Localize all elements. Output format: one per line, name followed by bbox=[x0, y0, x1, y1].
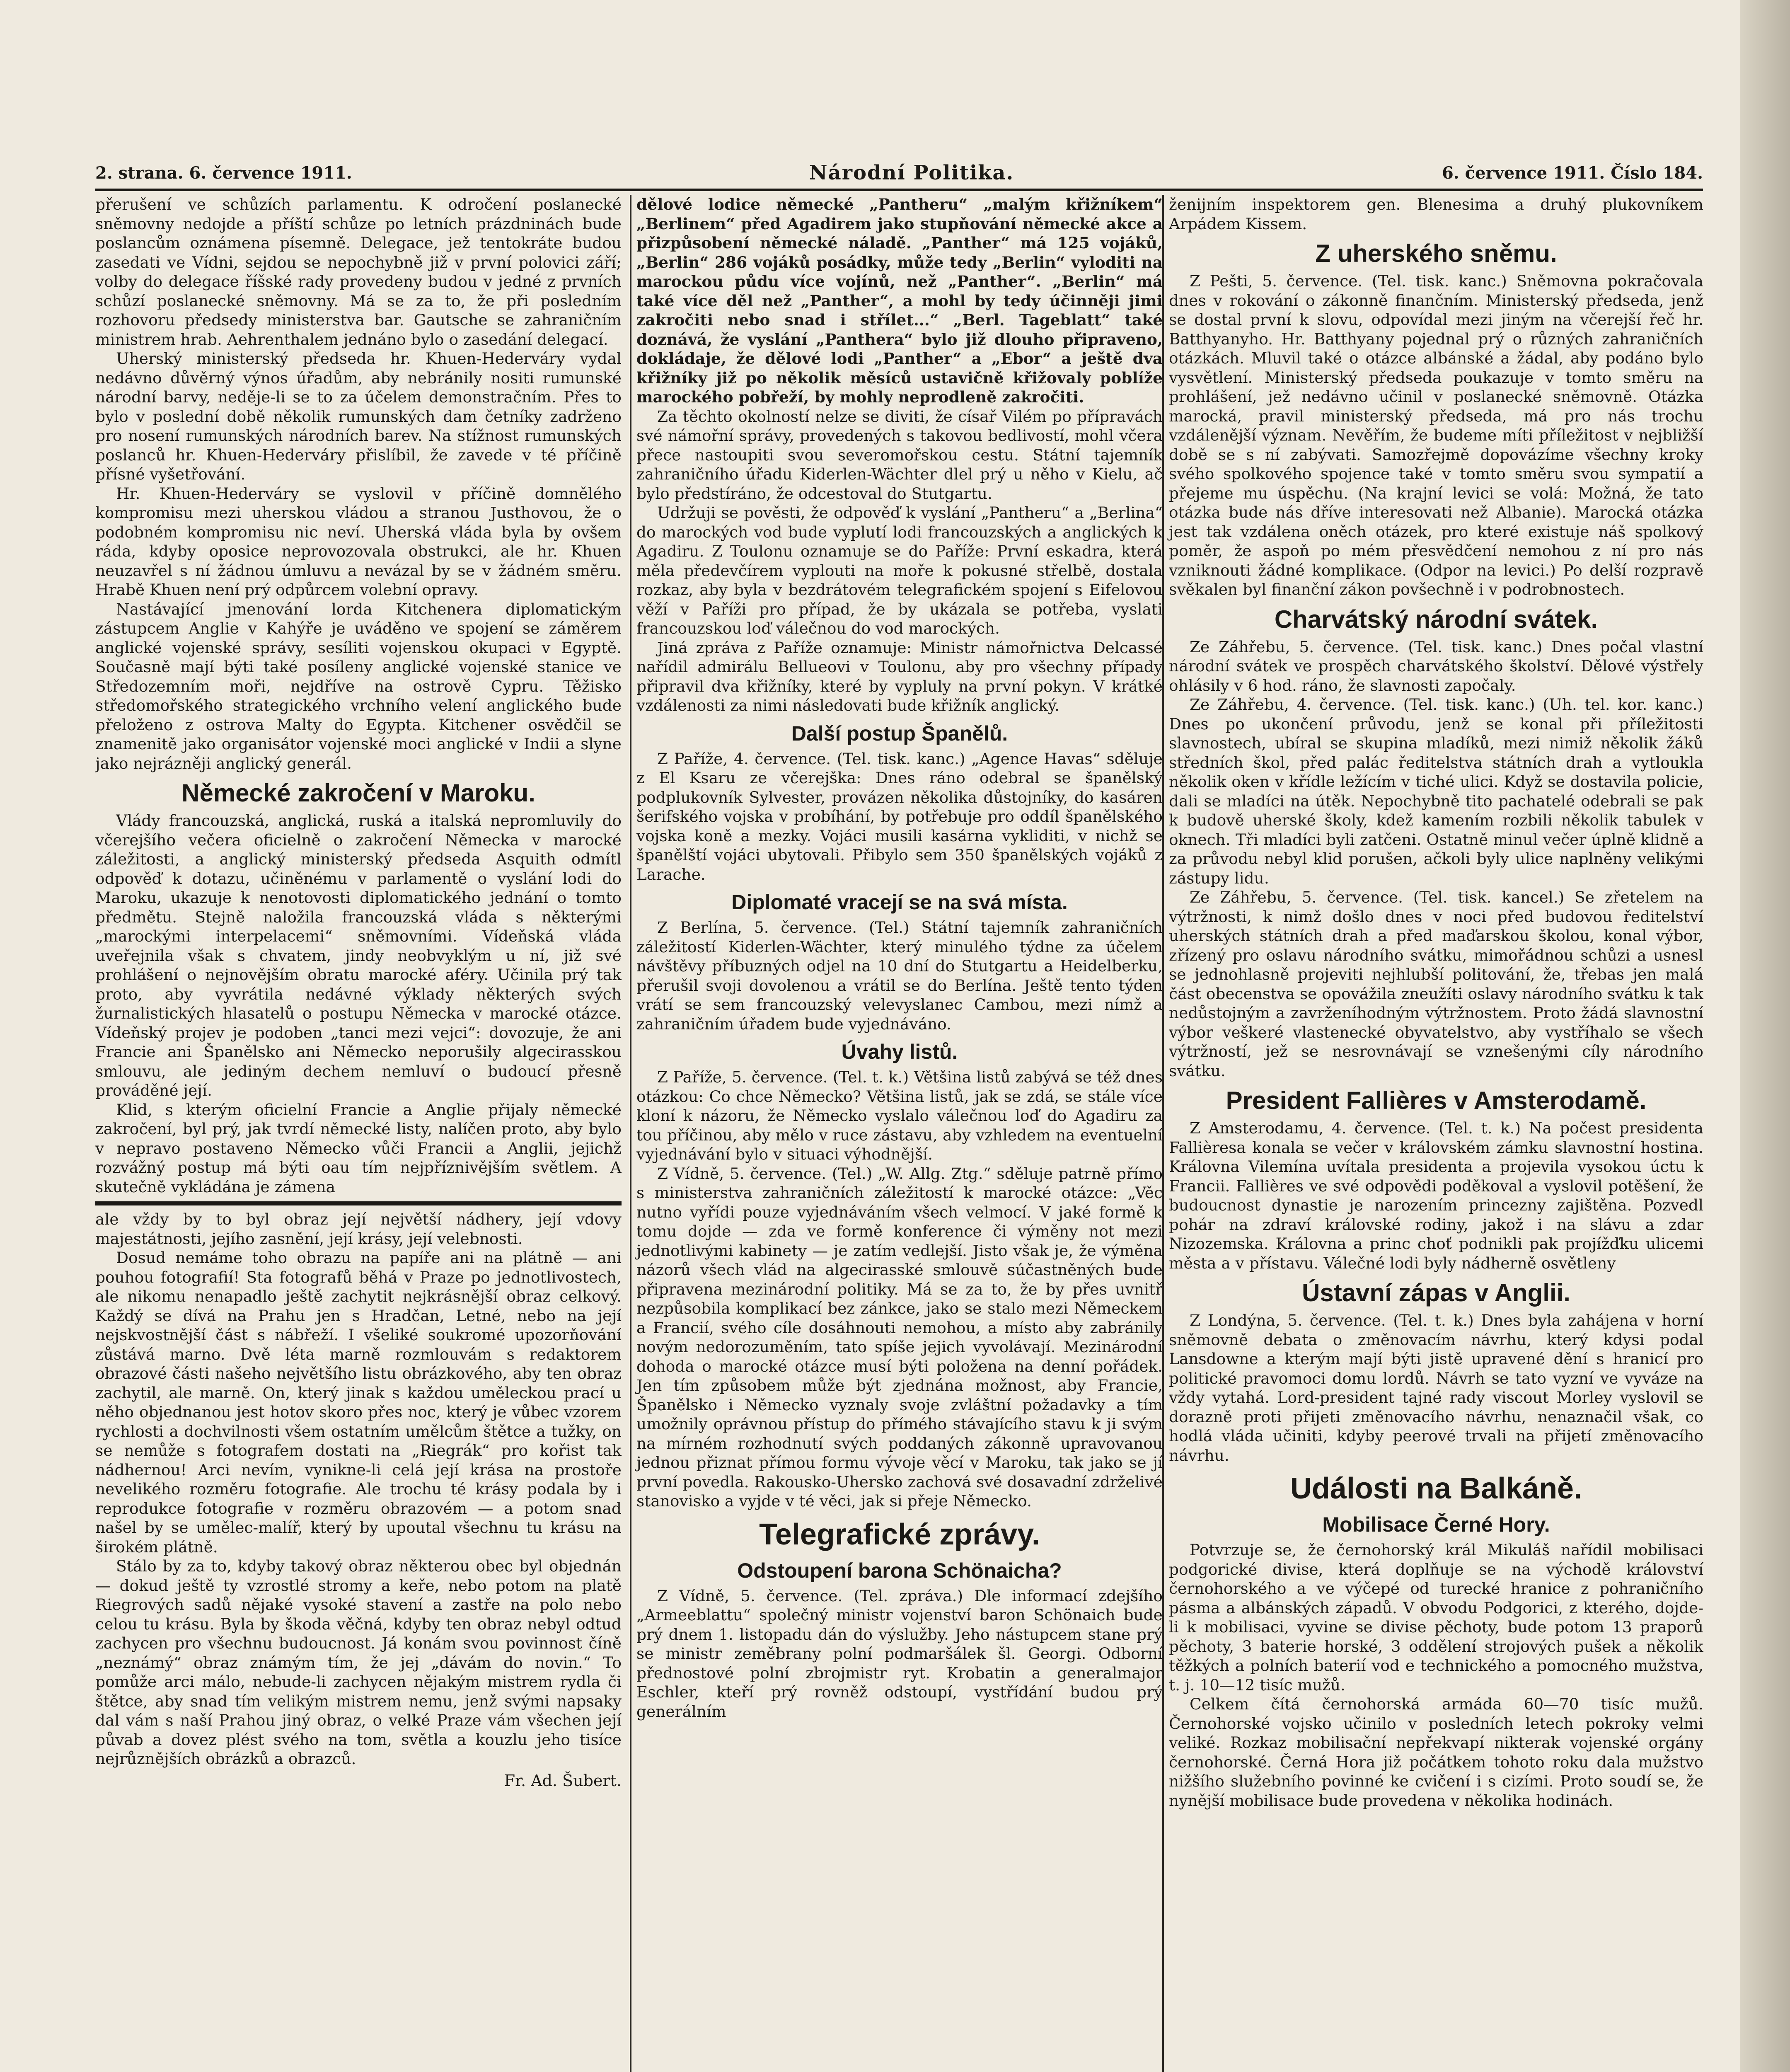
paragraph: ženijním inspektorem gen. Blenesimа a druhý plukovníkem Arpádem Kissem. bbox=[1169, 195, 1703, 233]
section-heading: Telegrafické zprávy. bbox=[759, 1518, 1040, 1551]
paragraph: Udržuji se pověsti, že odpověď k vyslání „Pantheru“ a „Berlina“ do marockých vod bude vyplutí lodi francouzských a anglických k Agadiru. Z Toulonu oznamuje se do Paříže: První eskadra, která měla předevčírem vyplouti na moře k pokusné střelbě, dostala rozkaz, aby byla v bezdrátovém telegrafickém spojení s Eifelovou věží v Paříži pro případ, že by ukázala se potřeba, vyslati francouzskou loď válečnou do vod marockých. bbox=[636, 503, 1163, 637]
paragraph: Ze Záhřebu, 5. července. (Tel. tisk. kancel.) Se zřetelem na výtržnosti, k nimž došlo dnes v noci před budovou ředitelství uherských státních drah a před maďarskou školou, konal výbor, zřízený pro oslavu národního svátku, mimořádnou schůzi a usnesl se jednohlasně projeviti nejhlubší politování, že, třebas jen malá část obecenstva se opovážila zneužíti oslavy národního svátku k tak nedůstojným a zavrženíhodným výtržnostem. Proto žádá slavnostní výbor veškeré vlastenecké obyvatelstvo, aby vystříhalo se všech výtržností, jež se nesrovnávají se vznešenými cíly národního svátku. bbox=[1169, 888, 1703, 1080]
article-heading: Mobilisace Černé Hory. bbox=[1322, 1513, 1550, 1536]
article-heading: Odstoupení barona Schönaicha? bbox=[737, 1559, 1062, 1582]
article-heading: Ústavní zápas v Anglii. bbox=[1302, 1279, 1570, 1307]
paragraph: Z Paříže, 5. července. (Tel. t. k.) Většina listů zabývá se též dnes otázkou: Co chce Německo? Většina listů, jak se zdá, se stále více kloní k názoru, že Německo vyslalo válečnou loď do Agadiru za tou příčinou, aby mělo v ruce zástavu, aby vzhledem na eventuelní vyjednávání bylo v situaci výhodnější. bbox=[636, 1068, 1163, 1163]
article-heading: Diplomaté vracejí se na svá místa. bbox=[731, 891, 1068, 914]
page-header bbox=[95, 151, 1703, 191]
article-heading: Úvahy listů. bbox=[841, 1040, 958, 1063]
paragraph: Stálo by za to, kdyby takový obraz některou obec byl objednán — dokud ještě ty vzrostlé stromy a keře, nebo potom na platě Riegrových sadů nějaké vysoké stavení a zastře na polo nebo celou tu krásu. Byla by škoda věčná, kdyby ten obraz nebyl odtud zachycen pro všechnu budoucnost. Já konám svou povinnost číně „neznámý“ obraz známým tím, že jej „dávám do novin.“ To pomůže arci málo, nebude-li zachycen nějakým mistrem rydla či štětce, aby snad tím velikým mistrem nemu, jenž svými napsaky dal vám s naší Prahou jiný obraz, o velké Praze vám všechen její půvab a dovez plést svého na tom, světla a kouzlu jeho tisíce nejrůznějších obrázků a obrazců. bbox=[95, 1557, 622, 1768]
paragraph: Za těchto okolností nelze se diviti, že císař Vilém po přípravách své námořní správy, provedených s takovou bedlivostí, mohl včera přece nastoupiti svou severomořskou cestu. Státní tajemník zahraničního úřadu Kiderlen-Wächter dlel prý u něho v Kielu, ač bylo předstíráno, že odcestoval do Stutgartu. bbox=[636, 407, 1163, 503]
header-left: 2. strana. 6. července 1911. bbox=[95, 163, 352, 183]
section-heading: Události na Balkáně. bbox=[1290, 1472, 1582, 1505]
paragraph: dělové lodice německé „Pantheru“ „malým křižníkem“ „Berlinem“ před Agadirem jako stupňování německé akce a přizpůsobení německé náladě. „Panther“ má 125 vojáků, „Berlin“ 286 vojáků posádky, může tedy „Berlin“ vyloditi na marockou půdu více vojínů, než „Panther“. „Berlin“ má také více děl než „Panther“, a mohl by tedy účinněji jimi zakročiti nebo snad i střílet...“ „Berl. Tageblatt“ také doznává, že vyslání „Panthera“ bylo již dlouho připraveno, dokládaje, že dělové lodi „Panther“ a „Ebor“ a ještě dva křižníky již po několik měsíců ustavičně křižovaly poblíže marockého pobřeží, by mohly neprodleně zakročiti. bbox=[636, 195, 1163, 406]
paragraph: Vlády francouzská, anglická, ruská a italská nepromluvily do včerejšího večera oficielně o zakročení Německa v marocké záležitosti, a anglický ministerský předseda Asquith odmítl odpověď k dotazu, učiněnému v parlamentě o vyslání lodi do Maroku, ukazuje k nenotovosti diplomatického jednání o tomto předmětu. Stejně naložila francouzská vláda s některými „marockými interpelacemi“ sněmovními. Vídeňská vláda uveřejnila však s chvatem, jindy neobvyklým u ní, již své prohlášení o nejnovějším obratu marocké aféry. Učinila prý tak proto, aby vyvrátila nedávné výklady některých svých žurnalistických hlasatelů o postupu Německa v marocké otázce. Vídeňský projev je podoben „tanci mezi vejci“: dovozuje, že ani Francie ani Španělsko ani Německo neporušily algecirasskou smlouvu, ale jediným dechem nemluví o budoucí přesně prováděné její. bbox=[95, 811, 622, 1099]
signature: Fr. Ad. Šubert. bbox=[504, 1771, 622, 1790]
article-heading: Německé zakročení v Maroku. bbox=[181, 779, 535, 807]
paragraph: Jiná zpráva z Paříže oznamuje: Ministr námořnictva Delcassé nařídil admirálu Bellueovi v Toulonu, aby pro všechny případy připravil dva křižníky, které by vypluly na první pokyn. V krátké vzdálenosti za nimi následovati bude křižník anglický. bbox=[636, 638, 1163, 714]
paragraph: Nastávající jmenování lorda Kitchenera diplomatickým zástupcem Anglie v Kahýře je uváděno ve spojení se záměrem anglické vojenské správy, sesíliti vojenskou okupaci v Egyptě. Současně mají býti také posíleny anglické vojenské stanice ve Středozemním moři, nejdříve na ostrově Cypru. Těžisko středomořského strategického vrchního velení anglického bude přeloženo z ostrova Malty do Egypta. Kitchener osvědčil se znamenitě jako organisátor vojenské moci anglické v Indii a slyne jako nejrázněji anglický generál. bbox=[95, 600, 622, 772]
column-3 bbox=[1162, 195, 1703, 2072]
paragraph: Z Paříže, 4. července. (Tel. tisk. kanc.) „Agence Havas“ sděluje z El Ksaru ze včerejška: Dnes ráno odebral se španělský podplukovník Sylvester, provázen několika důstojníky, do kasáren šerifského vojska v probíhání, by potřebuje pro oddíl španělského vojska koně a mezky. Vojáci musili kasárna vykliditi, v nichž se španělští vojáci ubytovali. Přibylo sem 350 španělských vojáků z Larache. bbox=[636, 749, 1163, 884]
article-heading: President Fallières v Amsterodamě. bbox=[1226, 1087, 1647, 1114]
paragraph: přerušení ve schůzích parlamentu. K odročení poslanecké sněmovny nedojde a příští schůze po letních prázdninách bude poslancům oznámena písemně. Delegace, jež tentokráte budou zasedati ve Vídni, sejdou se nepochybně již v první polovici září; volby do delegace říšské rady provedeny budou v jedné z prvních schůzí poslanecké sněmovny. Má se za to, že při posledním rozhovoru předsedy ministerstva bar. Gautsche se zahraničním ministrem hrab. Aehrenthalem jednáno bylo o zasedání delegací. bbox=[95, 195, 622, 349]
paragraph: Celkem čítá černohorská armáda 60—70 tisíc mužů. Černohorské vojsko učinilo v posledních letech pokroky velmi veliké. Rozkaz mobilisační nepřekvapí nikterak vojenské orgány černohorské. Černá Hora již počátkem tohoto roku dala mužstvo nižšího služebního povinné ke cvičení i s cizími. Proto soudí se, že nynější mobilisace bude provedena v několika hodinách. bbox=[1169, 1695, 1703, 1810]
column-1 bbox=[95, 195, 622, 2072]
paragraph: Z Berlína, 5. července. (Tel.) Státní tajemník zahraničních záležitostí Kiderlen-Wächter, který minulého týdne za účelem návštěvy příbuzných odjel na 10 dní do Stutgartu a Heidelberku, přerušil svoji dovolenou a vrátil se do Berlína. Ještě tento týden vrátí se sem francouzský velevyslanec Cambou, mezi nímž a zahraničním úřadem bude vyjednáváno. bbox=[636, 918, 1163, 1033]
masthead-title: Národní Politika. bbox=[809, 161, 1014, 184]
paragraph: Uherský ministerský předseda hr. Khuen-Hederváry vydal nedávno důvěrný výnos úřadům, aby nebránily nositi rumunské národní barvy, neděje-li se to za účelem demonstračním. Přes to bylo v poslední době několik rumunských dam četníky zadrženo pro nosení rumunských národních barev. Na stížnost rumunských poslanců hr. Khuen-Hederváry přislíbil, že zavede v té příčině přísné vyšetřování. bbox=[95, 349, 622, 483]
paragraph: Z Amsterodamu, 4. července. (Tel. t. k.) Na počest presidenta Fallièresa konala se večer v královském zámku slavnostní hostina. Královna Vilemína uvítala presidenta a projevila vysokou úctu k Francii. Fallières ve své odpovědi poděkoval a vyslovil potěšení, že budoucnost dynastie je narozením princezny zajištěna. Pozvedl pohár na zdraví královské rodiny, jakož i na slávu a zdar Nizozemska. Královna a princ choť podnikli pak projížďku ulicemi města a v přístavu. Válečné lodi byly nádherně osvětleny bbox=[1169, 1119, 1703, 1272]
paragraph: Ze Záhřebu, 5. července. (Tel. tisk. kanc.) Dnes počal vlastní národní svátek ve prospěch charvátského školství. Dělové výstřely ohlásily v 6 hod. ráno, že slavnosti započaly. bbox=[1169, 637, 1703, 695]
article-heading: Charvátský národní svátek. bbox=[1274, 605, 1598, 633]
header-right: 6. července 1911. Číslo 184. bbox=[1442, 163, 1703, 183]
page-edge bbox=[1740, 0, 1790, 2072]
paragraph: Potvrzuje se, že černohorský král Mikuláš nařídil mobilisaci podgorické divise, která doplňuje se na východě království černohorského a ve výčepé od turecké hranice z pohraničního pásma a albánských západů. V obvodu Podgorici, z kterého, dojde-li k mobilisaci, vyvine se divise pěchoty, bude potom 13 praporů pěchoty, 3 baterie horské, 3 oddělení strojových pušek a několik těžkých a polních baterií vod e technického a pomocného mužstva, t. j. 10—12 tisíc mužů. bbox=[1169, 1541, 1703, 1694]
paragraph: Z Vídně, 5. července. (Tel.) „W. Allg. Ztg.“ sděluje patrně přímo s ministerstva zahraničních záležitostí k marocké otázce: „Věc nutno vyřídi pouze vyjednáváním všech velmocí. V jaké formě k tomu dojde — zda ve formě konference či výměny not mezi jednotlivými kabinety — je zatím vedlejší. Jisto však je, že výměna názorů všech vlád na algecirasské smlouvě súčastněných bude připravena mezinárodní politiky. Má se za to, že by přes uvnitř nezpůsobila komplikací bez zánkce, jako se stalo mezi Německem a Francií, svého cíle dosáhnouti nemohou, a místo aby zabránily novým nedorozuměním, tato spíše jejich vyvolávají. Mezinárodní dohoda o marocké otázce musí býti položena na denní pořádek. Jen tím způsobem může být zjednána možnost, aby Francie, Španělsko i Německo vyznaly svoje zvláštní požadavky a tím umožnily oprávnou přístup do přímého stávajícího stavu k ji svým na mírném rozhodnutí svých poddaných zákonně upravovanou jednou přiznat přímou formu vývoje věcí v Maroku, tak jako se jí první povedla. Rakousko-Uhersko zachová své dosavadní zdrželivé stanovisko a vyjde v té věci, jak si přeje Německo. bbox=[636, 1164, 1163, 1510]
paragraph: Z Londýna, 5. července. (Tel. t. k.) Dnes byla zahájena v horní sněmovně debata o změnovacím návrhu, který kdysi podal Lansdowne a kterým mají býti jistě upravené dění s hranicí pro politické pravomoci domu lordů. Návrh se tato vyzní ve vyváze na vždy vytahá. Lord-president tajné rady viscout Morley vyslovil se dorazně proti přijeti změnovacího návrhu, nenaznačil však, co hodlá vláda učiniti, kdyby peerové trvali na přijetí změnovacího návrhu. bbox=[1169, 1311, 1703, 1464]
article-heading: Další postup Španělů. bbox=[791, 721, 1008, 745]
paragraph: Hr. Khuen-Hederváry se vyslovil v příčině domnělého kompromisu mezi uherskou vládou a stranou Justhovou, že o podobném kompromisu nic neví. Uherská vláda byla by ovšem ráda, kdyby oposice neprovozovala obstrukci, ale hr. Khuen neuzavřel s ní žádnou úmluvu a nevázal by se v žádném směru. Hrabě Khuen není prý odpůrcem volební opravy. bbox=[95, 484, 622, 599]
paragraph: Ze Záhřebu, 4. července. (Tel. tisk. kanc.) (Uh. tel. kor. kanc.) Dnes po ukončení průvodu, jenž se konal při příležitosti slavnostech, ubíral se skupina mladíků, mezi nimiž několik žáků středních škol, před palác ředitelstva státních drah a vytloukla několik oken v křídle ležícím v tiché ulici. Když se dostavila policie, dali se mladíci na útěk. Nepochybně tito pachatelé odebrali se pak k budově uherské školy, kdež kamením rozbili několik tabulek v oknech. Tři mladíci byli zatčeni. Ostatně minul večer úplně klidně a za průvodu nebyl klid porušen, ačkoli byly ulice naplněny velikými zástupy lidu. bbox=[1169, 695, 1703, 887]
paragraph: ale vždy by to byl obraz její největší nádhery, její vdovy majestátnosti, jejího zasnění, její krásy, její velebnosti. bbox=[95, 1210, 622, 1248]
column-2 bbox=[630, 195, 1163, 2072]
paragraph: Z Vídně, 5. července. (Tel. zpráva.) Dle informací zdejšího „Armeeblattu“ společný ministr vojenství baron Schönaich bude prý dnem 1. listopadu dán do výslužby. Jeho nástupcem stane prý se ministr zeměbrany polní podmaršálek šl. Georgi. Odborní přednostové polní zbrojmistr ryt. Krobatin a generalmajor Eschler, kteří prý rovněž odstoupí, vystřídání budou prý generálním bbox=[636, 1586, 1163, 1721]
paragraph: Z Pešti, 5. července. (Tel. tisk. kanc.) Sněmovna pokračovala dnes v rokování o zákonně finančním. Ministerský předseda, jenž se dostal první k slovu, odpovídal mezi jiným na včerejší řeč hr. Batthyanyho. Hr. Batthyany pojednal prý o různých zahraničních otázkách. Mluvil také o otázce albánské a žádal, aby podáno bylo vysvětlení. Ministerský předseda poukazuje v tomto směru na prohlášení, jež nedávno učinil v poslanecké sněmovně. Otázka marocká, pravil ministerský předseda, má pro nás trochu vzdálenější význam. Nevěřím, že budeme míti příležitost v nejbližší době se s ní zabývati. Samozřejmě dopovázíme všechny kroky svého spolkového spojence také v tomto směru svou sympatií a přejeme mu úspěchu. (Na krajní levici se volá: Možná, že tato otázka bude nás dříve interesovati než Albanie). Marocká otázka jest tak vzdálena oněch otázek, pro které existuje náš spolkový poměr, že aspoň po mém přesvědčení nemohou z ní pro nás vzniknouti žádné komplikace. (Odpor na levici.) Po delší rozpravě svěkalen byl finanční zákon povšechně i v podrobnostech. bbox=[1169, 272, 1703, 598]
section-divider bbox=[95, 1201, 622, 1205]
paragraph: Klid, s kterým oficielní Francie a Anglie přijaly německé zakročení, byl prý, jak tvrdí německé listy, nalíčen proto, aby bylo v nepravo postaveno Německo vůči Francii a Anglii, jejichž rozvážný postup má býti oau tím nejpříznivějším světlem. A skutečně vykládána je zámena bbox=[95, 1100, 622, 1196]
article-heading: Z uherského sněmu. bbox=[1315, 240, 1557, 267]
paragraph: Dosud nemáme toho obrazu na papíře ani na plátně — ani pouhou fotografií! Sta fotografů běhá v Praze po jednotlivostech, ale nikomu nenapadlo ještě zachytit nejkrásnější obraz celkový. Každý se dívá na Prahu jen s Hradčan, Letné, nebo na její nejskvostnější část s nábřeží. I všeliké soukromé upozorňování zůstává marno. Dvě léta marně rozmlouvám s redaktorem obrazové části našeho největšího listu obrázkového, aby ten obraz zachytil, ale marně. On, který jinak s každou uměleckou prací u něho objednanou jest hotov skoro přes noc, který je vůbec vzorem rychlosti a dochvilnosti všem ostatním umělcům štětce a tužky, on se nemůže s fotografem dostati na „Riegrák“ pro kořist tak nádhernou! Arci nevím, vynikne-li celá její krása na prostoře nevelikého rozměru fotografie. Ale trochu té krásy podala by i reprodukce fotografie v rozměru obrazovém — a potom snad našel by se umělec-malíř, který by upoutal všechnu tu krásu na širokém plátně. bbox=[95, 1249, 622, 1556]
